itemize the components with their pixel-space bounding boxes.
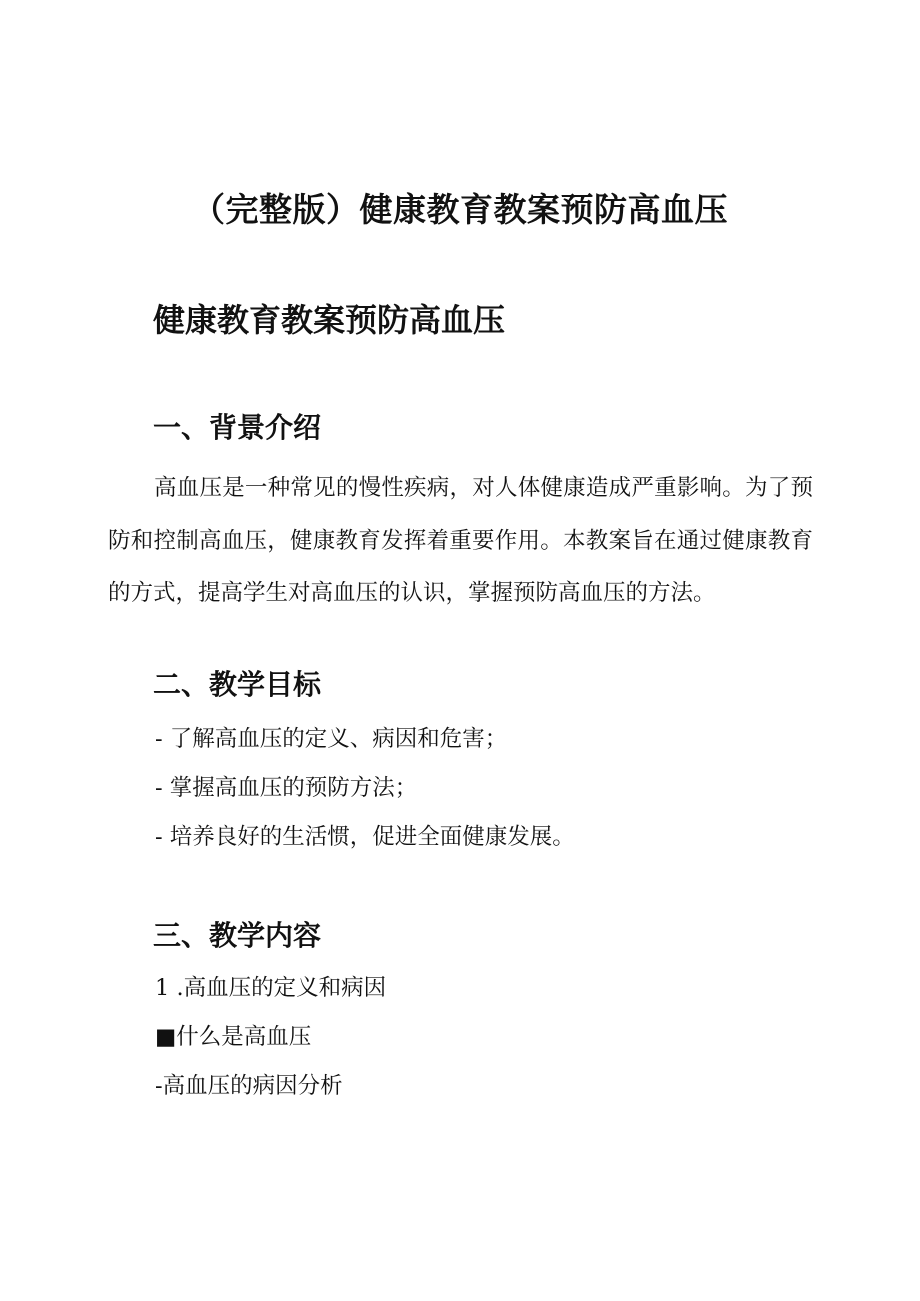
document-title: （完整版）健康教育教案预防高血压 xyxy=(192,190,728,229)
objective-item: - 掌握高血压的预防方法； xyxy=(155,775,418,801)
section-heading-background: 一、背景介绍 xyxy=(153,411,322,444)
content-item: ■什么是高血压 xyxy=(155,1024,312,1050)
section-heading-content: 三、教学内容 xyxy=(153,919,322,952)
content-item: 1 .高血压的定义和病因 xyxy=(155,975,387,1001)
content-item: -高血压的病因分析 xyxy=(155,1073,343,1099)
objective-item: - 了解高血压的定义、病因和危害； xyxy=(155,726,508,752)
background-paragraph: 高血压是一种常见的慢性疾病，对人体健康造成严重影响。为了预防和控制高血压，健康教育发挥着重要作用。本教案旨在通过健康教育的方式，提高学生对高血压的认识，掌握预防高血压的方法。 xyxy=(108,475,813,606)
objective-item: - 培养良好的生活惯，促进全面健康发展。 xyxy=(155,824,575,850)
document-subtitle: 健康教育教案预防高血压 xyxy=(153,301,506,339)
section-heading-objectives: 二、教学目标 xyxy=(153,668,322,701)
